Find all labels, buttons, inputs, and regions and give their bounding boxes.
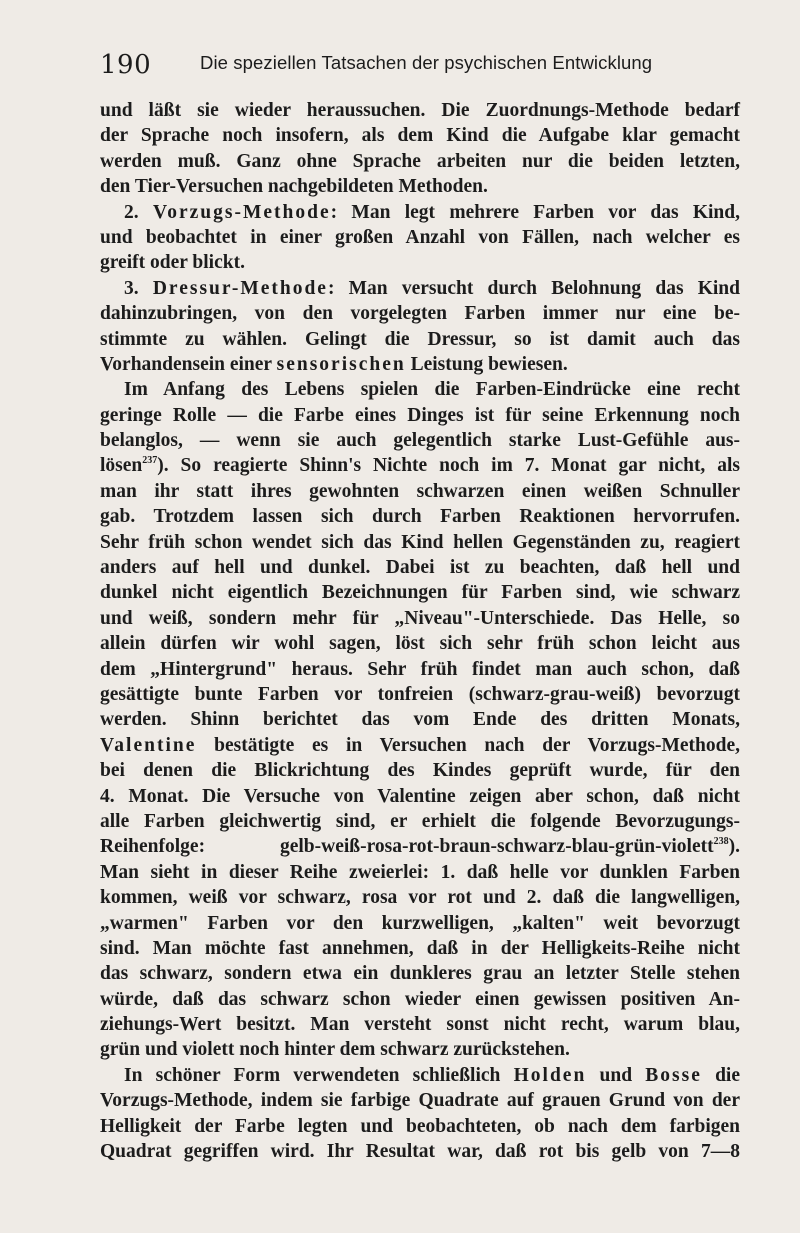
emphasis: Vorzugs-Methode [152, 201, 331, 223]
text-line: gesättigte bunte Farben vor tonfreien (schwarz-grau-weiß) bevorzugt [100, 683, 740, 705]
running-head: Die speziellen Tatsachen der psychischen Entwicklung [200, 52, 653, 73]
text-line: und weiß, sondern mehr für „Niveau"-Unterschiede. Das Helle, so [100, 607, 740, 629]
footnote-ref: 238 [713, 836, 729, 848]
text-line: bei denen die Blickrichtung des Kindes geprüft wurde, für den [100, 760, 740, 782]
emphasis: Dressur-Methode [152, 277, 328, 299]
emphasis: Holden [513, 1064, 587, 1086]
text-line: kommen, weiß vor schwarz, rosa vor rot und 2. daß die langwelligen, [100, 887, 740, 909]
text-line: greift oder blickt. [100, 252, 245, 274]
text-line: grün und violett noch hinter dem schwarz zurückstehen. [100, 1039, 570, 1061]
text-line: das schwarz, sondern etwa ein dunkleres grau an letzter Stelle stehen [100, 963, 740, 985]
text-line: stimmte zu wählen. Gelingt die Dressur, so ist damit auch das [100, 328, 740, 350]
text-line: 3. Dressur-Methode: Man versucht durch Belohnung das Kind [124, 277, 740, 299]
text-line: Vorzugs-Methode, indem sie farbige Quadrate auf grauen Grund von der [100, 1090, 740, 1112]
text-line: geringe Rolle — die Farbe eines Dinges ist für seine Erkennung noch [100, 404, 740, 426]
text-line: belanglos, — wenn sie auch gelegentlich starke Lust-Gefühle aus- [100, 430, 740, 452]
emphasis: Valentine [100, 734, 197, 756]
emphasis: sensorischen [276, 353, 406, 375]
text-line: dem „Hintergrund" heraus. Sehr früh findet man auch schon, daß [100, 658, 740, 680]
text-line: anders auf hell und dunkel. Dabei ist zu beachten, daß hell und [100, 557, 740, 579]
text-line: werden muß. Ganz ohne Sprache arbeiten nur die beiden letzten, [100, 150, 740, 172]
text-line: und läßt sie wieder heraussuchen. Die Zuordnungs-Methode bedarf [100, 100, 740, 121]
text-line: werden. Shinn berichtet das vom Ende des dritten Monats, [100, 709, 740, 731]
text-line: Vorhandensein einer sensorischen Leistung bewiesen. [100, 353, 568, 375]
text-line: dunkel nicht eigentlich Bezeichnungen für Farben sind, wie schwarz [100, 582, 740, 604]
emphasis: Bosse [645, 1064, 702, 1086]
text-line: Reihenfolge: gelb-weiß-rosa-rot-braun-schwarz-blau-grün-violett$^{238}$). [100, 836, 740, 858]
text-line: würde, daß das schwarz schon wieder einen gewissen positiven An- [100, 988, 740, 1010]
text-line: den Tier-Versuchen nachgebildeten Methoden. [100, 176, 488, 198]
text-line: alle Farben gleichwertig sind, er erhielt die folgende Bevorzugungs- [100, 810, 740, 832]
text-line: und beobachtet in einer großen Anzahl von Fällen, nach welcher es [100, 226, 740, 248]
text-line: In schöner Form verwendeten schließlich Holden und Bosse die [124, 1064, 740, 1086]
text-line: Helligkeit der Farbe legten und beobachteten, ob nach dem farbigen [100, 1115, 740, 1137]
text-line: Valentine bestätigte es in Versuchen nach der Vorzugs-Methode, [100, 734, 740, 756]
text-line: man ihr statt ihres gewohnten schwarzen einen weißen Schnuller [100, 480, 740, 502]
text-line: 2. Vorzugs-Methode: Man legt mehrere Farben vor das Kind, [124, 201, 740, 223]
text-line: allein dürfen wir wohl sagen, löst sich sehr früh schon leicht aus [100, 633, 740, 655]
body-text [100, 98, 740, 1164]
text-line: 4. Monat. Die Versuche von Valentine zeigen aber schon, daß nicht [100, 785, 740, 807]
text-line: Quadrat gegriffen wird. Ihr Resultat war, daß rot bis gelb von 7—8 [100, 1141, 740, 1163]
text-line: ziehungs-Wert besitzt. Man versteht sonst nicht recht, warum blau, [100, 1014, 740, 1036]
text-line: lösen$^{237}$). So reagierte Shinn's Nichte noch im 7. Monat gar nicht, als [100, 455, 740, 477]
text-line: Man sieht in dieser Reihe zweierlei: 1. daß helle vor dunklen Farben [100, 861, 740, 883]
text-line: gab. Trotzdem lassen sich durch Farben Reaktionen hervorrufen. [100, 506, 740, 528]
footnote-ref: 237 [142, 455, 158, 467]
text-line: sind. Man möchte fast annehmen, daß in der Helligkeits-Reihe nicht [100, 937, 740, 959]
text-line: Sehr früh schon wendet sich das Kind hellen Gegenständen zu, reagiert [100, 531, 740, 553]
page-header [100, 50, 740, 90]
text-line: „warmen" Farben vor den kurzwelligen, „kalten" weit bevorzugt [100, 912, 740, 934]
page-number: 190 [100, 50, 152, 80]
text-line: der Sprache noch insofern, als dem Kind die Aufgabe klar gemacht [100, 125, 740, 147]
text-line: Im Anfang des Lebens spielen die Farben-Eindrücke eine recht [124, 379, 740, 401]
text-line: dahinzubringen, von den vorgelegten Farben immer nur eine be- [100, 303, 740, 325]
